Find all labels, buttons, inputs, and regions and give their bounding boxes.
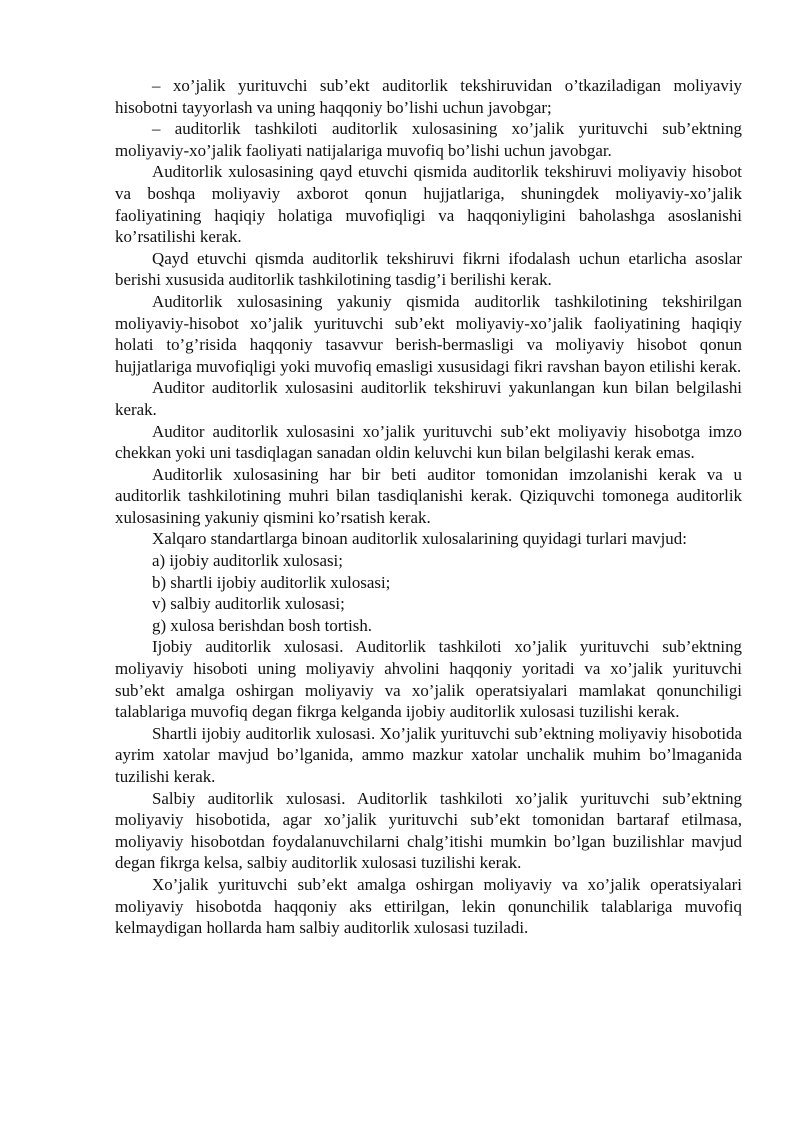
paragraph-date-completion: Auditor auditorlik xulosasini auditorlik tekshiruvi yakunlangan kun bilan belgilashi kerak. <box>115 378 742 419</box>
paragraph-responsibility-entity: – xo’jalik yurituvchi sub’ekt auditorlik tekshiruvidan o’tkaziladigan moliyaviy hisobotni tayyorlash va uning haqqoniy bo’lishi uchun javobgar; <box>115 76 742 117</box>
paragraph-final-part: Auditorlik xulosasining yakuniy qismida auditorlik tashkilotining tekshirilgan moliyaviy-hisobot xo’jalik yurituvchi sub’ekt moliyaviy-xo’jalik faoliyatining haqiqiy holati to’g’risida haqqoniy tasavvur berish-bermasligi va moliyaviy hisobot qonun hujjatlariga muvofiqligi yoki muvofiq emasligi xususidagi fikri ravshan bayon etilishi kerak. <box>115 291 742 376</box>
paragraph-responsibility-auditor: – auditorlik tashkiloti auditorlik xulosasining xo’jalik yurituvchi sub’ektning moliyaviy-xo’jalik faoliyati natijalariga muvofiq bo’lishi uchun javobgar. <box>115 119 742 160</box>
list-item-type-g: g) xulosa berishdan bosh tortish. <box>152 615 373 635</box>
list-item-type-a: a) ijobiy auditorlik xulosasi; <box>152 551 343 571</box>
paragraph-negative-opinion: Salbiy auditorlik xulosasi. Auditorlik tashkiloti xo’jalik yurituvchi sub’ektning moliyaviy hisobotida, agar xo’jalik yurituvchi sub’ekt tomonidan bartaraf etilmasa, moliyaviy hisobotdan foydalanuvchilarni chalg’itishi mumkin bo’lgan buzilishlar mavjud degan fikrga kelsa, salbiy auditorlik xulosasi tuzilishi kerak. <box>115 788 742 873</box>
paragraph-date-restriction: Auditor auditorlik xulosasini xo’jalik yurituvchi sub’ekt moliyaviy hisobotga imzo chekkan yoki uni tasdiqlagan sanadan oldin keluvchi kun bilan belgilashi kerak emas. <box>115 421 742 463</box>
paragraph-positive-opinion: Ijobiy auditorlik xulosasi. Auditorlik tashkiloti xo’jalik yurituvchi sub’ektning moliyaviy hisoboti uning moliyaviy ahvolini haqqoniy yoritadi va xo’jalik yurituvchi sub’ekt amalga oshirgan moliyaviy va xo’jalik operatsiyalari mamlakat qonunchiligi talablariga muvofiq degan fikrga kelganda ijobiy auditorlik xulosasi tuzilishi kerak. <box>115 637 742 722</box>
paragraph-signature-seal: Auditorlik xulosasining har bir beti auditor tomonidan imzolanishi kerak va u auditorlik tashkilotining muhri bilan tasdiqlanishi kerak. Qiziquvchi tomonega auditorlik xulosasining yakuniy qismini ko’rsatish kerak. <box>115 464 742 527</box>
paragraph-recording-basis: Qayd etuvchi qismda auditorlik tekshiruvi fikrni ifodalash uchun etarlicha asoslar berishi xususida auditorlik tashkilotining tasdig’i berilishi kerak. <box>115 248 742 290</box>
list-item-type-v: v) salbiy auditorlik xulosasi; <box>152 594 345 614</box>
paragraph-negative-opinion-compliance: Xo’jalik yurituvchi sub’ekt amalga oshirgan moliyaviy va xo’jalik operatsiyalari moliyaviy hisobotda haqqoniy aks ettirilgan, lekin qonunchilik talablariga muvofiq kelmaydigan hollarda ham salbiy auditorlik xulosasi tuziladi. <box>115 874 742 938</box>
paragraph-recording-part: Auditorlik xulosasining qayd etuvchi qismida auditorlik tekshiruvi moliyaviy hisobot va boshqa moliyaviy axborot qonun hujjatlariga, shuningdek moliyaviy-xo’jalik faoliyatining haqiqiy holatiga muvofiqligi va haqqoniyligini baholashga asoslanishi ko’rsatilishi kerak. <box>115 162 742 247</box>
list-item-type-b: b) shartli ijobiy auditorlik xulosasi; <box>152 572 391 592</box>
paragraph-types-intro: Xalqaro standartlarga binoan auditorlik xulosalarining quyidagi turlari mavjud: <box>152 529 687 549</box>
paragraph-qualified-opinion: Shartli ijobiy auditorlik xulosasi. Xo’jalik yurituvchi sub’ektning moliyaviy hisobotida ayrim xatolar mavjud bo’lganida, ammo mazkur xatolar unchalik muhim bo’lmaganida tuzilishi kerak. <box>115 723 742 786</box>
document-page <box>115 75 742 939</box>
